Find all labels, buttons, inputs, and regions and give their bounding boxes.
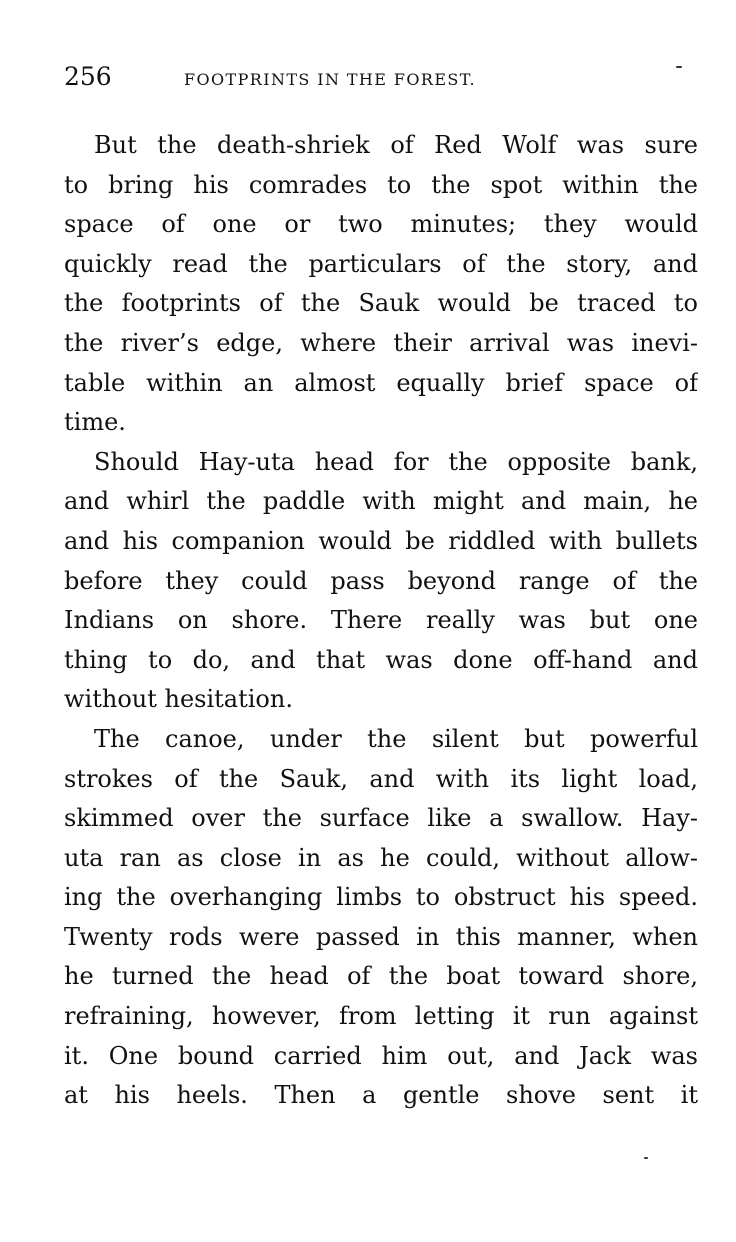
page-number: 256 <box>64 62 112 91</box>
paragraph-2 <box>64 443 698 720</box>
text-line: before they could pass beyond range of the <box>64 566 698 595</box>
text-line: strokes of the Sauk, and with its light load, <box>64 764 698 793</box>
text-line: skimmed over the surface like a swallow. Hay- <box>64 804 698 833</box>
ink-speck-mark <box>676 66 682 68</box>
text-line: at his heels. Then a gentle shove sent it <box>64 1081 698 1110</box>
text-line: the river’s edge, where their arrival was inevi- <box>64 328 698 357</box>
text-line: Should Hay-uta head for the opposite bank, <box>94 447 698 476</box>
text-line: table within an almost equally brief space of <box>64 368 698 397</box>
text-line: without hesitation. <box>64 685 293 714</box>
running-title: FOOTPRINTS IN THE FOREST. <box>184 70 476 89</box>
body-text <box>64 126 698 1116</box>
text-line: thing to do, and that was done off-hand and <box>64 645 698 674</box>
running-header <box>64 62 696 98</box>
text-line: the footprints of the Sauk would be traced to <box>64 289 698 318</box>
paragraph-3 <box>64 720 698 1116</box>
text-line: ing the overhanging limbs to obstruct his speed. <box>64 883 698 912</box>
paragraph-1 <box>64 126 698 443</box>
text-line: But the death-shriek of Red Wolf was sure <box>94 131 698 159</box>
text-line: he turned the head of the boat toward shore, <box>64 962 698 991</box>
text-line: quickly read the particulars of the story, and <box>64 249 698 278</box>
text-line: Twenty rods were passed in this manner, when <box>64 922 698 951</box>
ink-speck-mark <box>644 1157 648 1159</box>
text-line: space of one or two minutes; they would <box>64 210 698 239</box>
text-line: to bring his comrades to the spot within the <box>64 170 698 199</box>
text-line: and whirl the paddle with might and main, he <box>64 487 698 516</box>
text-line: and his companion would be riddled with bullets <box>64 526 698 555</box>
text-line: time. <box>64 408 126 437</box>
text-line: The canoe, under the silent but powerful <box>94 724 698 753</box>
text-line: uta ran as close in as he could, without allow- <box>64 843 698 872</box>
text-line: Indians on shore. There really was but one <box>64 606 698 635</box>
text-line: refraining, however, from letting it run against <box>64 1002 698 1031</box>
text-line: it. One bound carried him out, and Jack was <box>64 1041 698 1070</box>
